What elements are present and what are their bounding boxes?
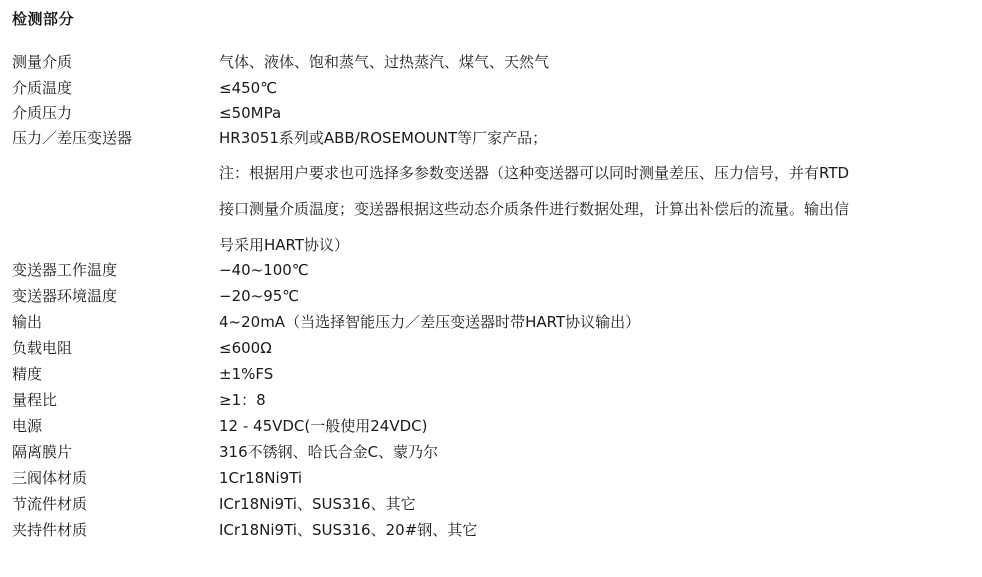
spec-value: 4~20mA（当选择智能压力／差压变送器时带HART协议输出） xyxy=(219,313,641,331)
spec-row-medium xyxy=(0,49,982,75)
spec-value: 12 - 45VDC(一般使用24VDC) xyxy=(219,417,428,435)
spec-label: 三阀体材质 xyxy=(12,469,88,487)
spec-value: −20~95℃ xyxy=(219,287,300,305)
spec-row-medium-temperature xyxy=(0,75,982,101)
spec-value: −40~100℃ xyxy=(219,261,309,279)
spec-value: ≥1：8 xyxy=(219,391,266,409)
spec-row-range-ratio xyxy=(0,387,982,413)
spec-row-holder-material xyxy=(0,517,982,543)
note-line: 号采用HART协议） xyxy=(219,236,350,254)
spec-label: 夹持件材质 xyxy=(12,521,88,539)
spec-label: 节流件材质 xyxy=(12,495,88,513)
spec-row-power-supply xyxy=(0,413,982,439)
spec-label: 变送器环境温度 xyxy=(12,287,118,305)
spec-label: 变送器工作温度 xyxy=(12,261,118,279)
note-line: 接口测量介质温度；变送器根据这些动态介质条件进行数据处理，计算出补偿后的流量。输出信 xyxy=(219,200,850,218)
spec-value: 1Cr18Ni9Ti xyxy=(219,469,303,487)
spec-value: ICr18Ni9Ti、SUS316、20#钢、其它 xyxy=(219,521,478,539)
spec-label: 负载电阻 xyxy=(12,339,73,357)
spec-row-load-resistance xyxy=(0,335,982,361)
spec-value: ICr18Ni9Ti、SUS316、其它 xyxy=(219,495,416,513)
spec-row-ambient-temperature xyxy=(0,283,982,309)
spec-row-accuracy xyxy=(0,361,982,387)
spec-row-transmitter xyxy=(0,125,982,151)
note-line: 注：根据用户要求也可选择多参数变送器（这种变送器可以同时测量差压、压力信号，并有RTD xyxy=(219,164,850,182)
spec-row-valve-material xyxy=(0,465,982,491)
spec-label: 输出 xyxy=(12,313,43,331)
spec-row-output xyxy=(0,309,982,335)
spec-label: 隔离膜片 xyxy=(12,443,73,461)
spec-value: HR3051系列或ABB/ROSEMOUNT等厂家产品； xyxy=(219,129,548,147)
spec-label: 介质压力 xyxy=(12,104,73,122)
spec-label: 压力／差压变送器 xyxy=(12,129,133,147)
spec-value: ≤600Ω xyxy=(219,339,272,357)
spec-label: 测量介质 xyxy=(12,53,73,71)
transmitter-note xyxy=(219,155,959,263)
spec-row-throttle-material xyxy=(0,491,982,517)
spec-label: 介质温度 xyxy=(12,79,73,97)
spec-row-working-temperature xyxy=(0,257,982,283)
spec-value: 316不锈钢、哈氏合金C、蒙乃尔 xyxy=(219,443,439,461)
spec-label: 电源 xyxy=(12,417,43,435)
spec-value: ≤50MPa xyxy=(219,104,282,122)
spec-value: 气体、液体、饱和蒸气、过热蒸汽、煤气、天然气 xyxy=(219,53,550,71)
spec-value: ±1%FS xyxy=(219,365,274,383)
section-title: 检测部分 xyxy=(12,10,75,28)
spec-value: ≤450℃ xyxy=(219,79,278,97)
spec-row-diaphragm xyxy=(0,439,982,465)
spec-label: 精度 xyxy=(12,365,43,383)
spec-label: 量程比 xyxy=(12,391,58,409)
spec-row-medium-pressure xyxy=(0,100,982,126)
